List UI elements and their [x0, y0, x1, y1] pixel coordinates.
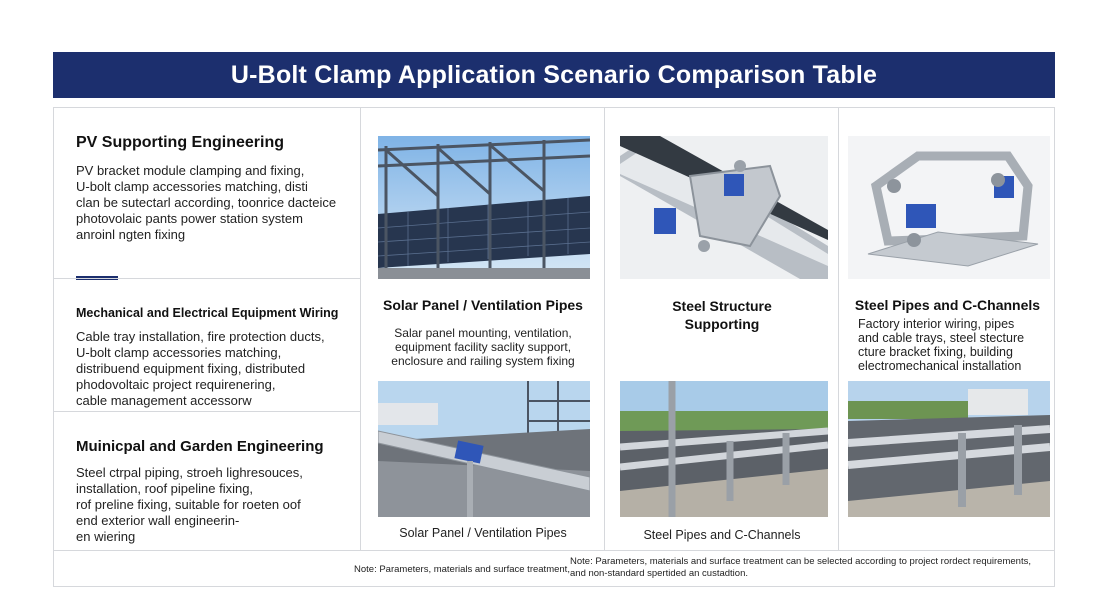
column-steel-structure [605, 108, 839, 550]
column-heading: Steel Pipes and C-Channels [854, 297, 1041, 313]
column-heading: Steel Structure Supporting [672, 298, 772, 332]
page-title: U-Bolt Clamp Application Scenario Comparison Table [53, 52, 1055, 98]
column-caption: Solar Panel / Ventilation Pipes [399, 526, 567, 540]
scenario-title: Mechanical and Electrical Equipment Wiring [76, 306, 339, 320]
scenario-text: Cable tray installation, fire protection ducts, U-bolt clamp accessories matching, distribuend equipment fixing, distributed phodovoltaic project requirenering, cable management accessorw [76, 329, 325, 408]
comparison-table [53, 107, 1055, 587]
scenario-title: PV Supporting Engineering [76, 134, 284, 151]
scenario-list [54, 108, 361, 550]
scenario-text: PV bracket module clamping and fixing, U-bolt clamp accessories matching, disti clan be sutectarl according, toonrice dacteice photovolaic pants power station system anroinl ngten fixing [76, 163, 337, 242]
u-bolt-clamp-bracket-photo [848, 136, 1050, 279]
pipeline-clamp-photo [378, 381, 590, 517]
column-steel-pipes [839, 108, 1056, 550]
column-heading: Solar Panel / Ventilation Pipes [383, 297, 583, 313]
scenario-municipal [54, 411, 361, 550]
scenario-mechanical [54, 278, 361, 411]
footer-note-right: Note: Parameters, materials and surface treatment can be selected according to project rordect requirements, and non-standard spertided an custadtion. [570, 556, 1031, 579]
column-description: Factory interior wiring, pipes and cable trays, steel stecture cture bracket fixing, building electromechanical installation [858, 317, 1025, 373]
column-description: Salar panel mounting, ventilation, equipment facility saclity support, enclosure and railing system fixing [391, 326, 575, 368]
solar-structure-photo [378, 136, 590, 279]
footer-notes [54, 550, 1054, 587]
guardrail-pipes-photo [620, 381, 828, 517]
scenario-pv [54, 108, 361, 278]
scenario-text: Steel ctrpal piping, stroeh lighresouces, installation, roof pipeline fixing, rof preline fixing, suitable for roeten oof end exterior wall engineerin- en wiering [76, 465, 303, 544]
footer-note-left: Note: Parameters, materials and surface treatment, [354, 564, 570, 575]
column-caption: Steel Pipes and C-Channels [643, 528, 801, 542]
column-solar [361, 108, 605, 550]
u-bolt-clamp-rail-photo [620, 136, 828, 279]
road-guardrail-photo [848, 381, 1050, 517]
scenario-title: Muinicpal and Garden Engineering [76, 438, 324, 455]
